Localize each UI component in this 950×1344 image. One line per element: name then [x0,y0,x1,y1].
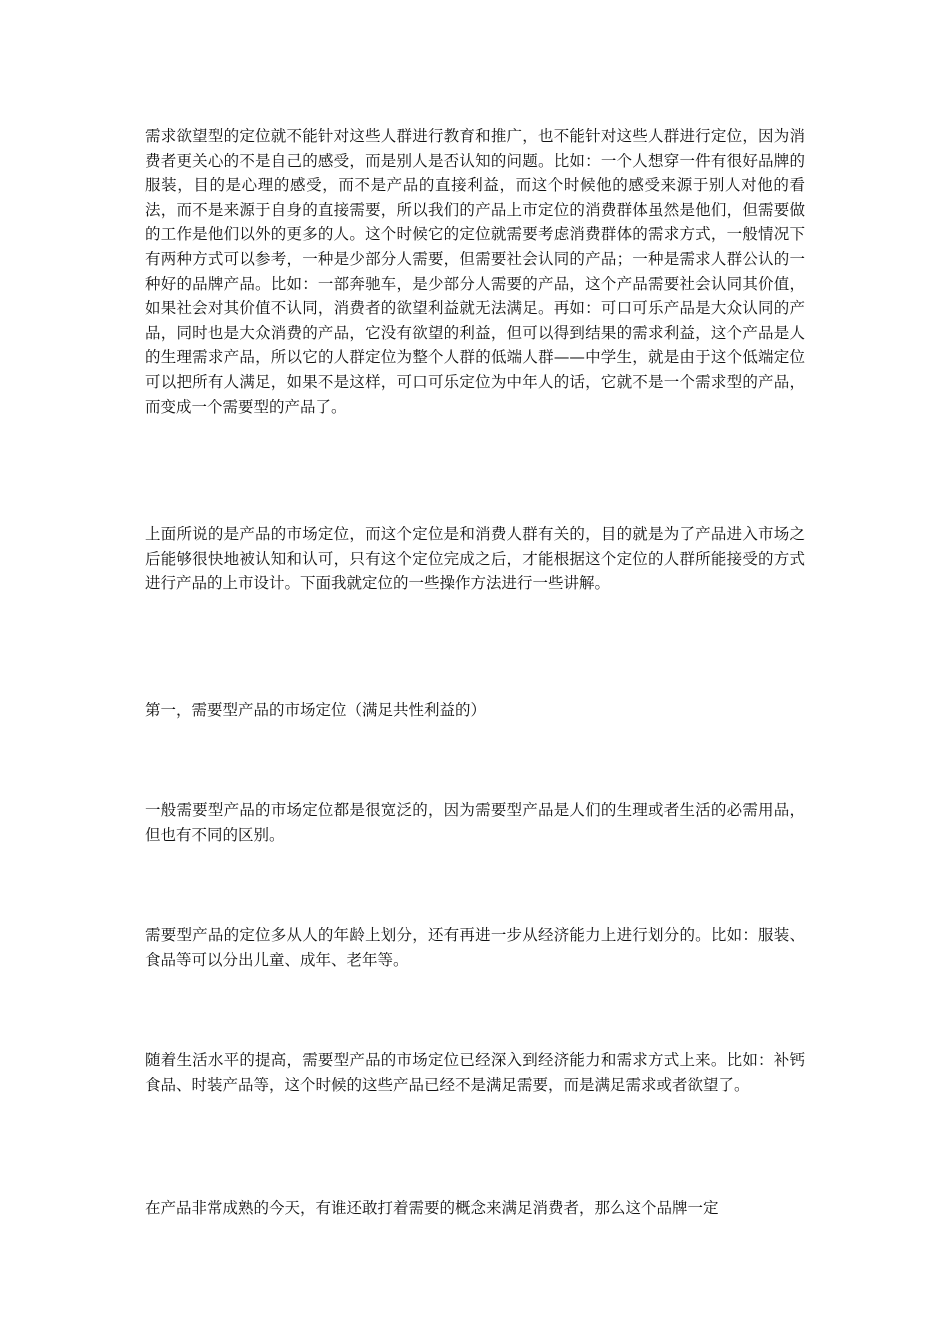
paragraph-mature-products: 在产品非常成熟的今天，有谁还敢打着需要的概念来满足消费者，那么这个品牌一定 [145,1199,719,1217]
paragraph-market-positioning-summary: 上面所说的是产品的市场定位，而这个定位是和消费人群有关的，目的就是为了产品进入市场之后能够很快地被认知和认可，只有这个定位完成之后，才能根据这个定位的人群所能接受的方式进行产品的上市设计。下面我就定位的一些操作方法进行一些讲解。 [145,525,805,593]
paragraph-living-standard: 随着生活水平的提高，需要型产品的市场定位已经深入到经济能力和需求方式上来。比如：补钙食品、时装产品等，这个时候的这些产品已经不是满足需要，而是满足需求或者欲望了。 [145,1051,805,1094]
paragraph-need-type-broad: 一般需要型产品的市场定位都是很宽泛的，因为需要型产品是人们的生理或者生活的必需用品，但也有不同的区别。 [145,801,805,844]
section-heading-first: 第一，需要型产品的市场定位（满足共性利益的） [145,701,487,719]
paragraph-demand-desire-positioning: 需求欲望型的定位就不能针对这些人群进行教育和推广，也不能针对这些人群进行定位，因为消费者更关心的不是自己的感受，而是别人是否认知的问题。比如：一个人想穿一件有很好品牌的服装，目的是心理的感受，而不是产品的直接利益，而这个时候他的感受来源于别人对他的看法，而不是来源于自身的直接需要，所以我们的产品上市定位的消费群体虽然是他们，但需要做的工作是他们以外的更多的人。这个时候它的定位就需要考虑消费群体的需求方式，一般情况下有两种方式可以参考，一种是少部分人需要，但需要社会认同的产品；一种是需求人群公认的一种好的品牌产品。比如：一部奔驰车，是少部分人需要的产品，这个产品需要社会认同其价值，如果社会对其价值不认同，消费者的欲望利益就无法满足。再如：可口可乐产品是大众认同的产品，同时也是大众消费的产品，它没有欲望的利益，但可以得到结果的需求利益，这个产品是人的生理需求产品，所以它的人群定位为整个人群的低端人群——中学生，就是由于这个低端定位可以把所有人满足，如果不是这样，可口可乐定位为中年人的话，它就不是一个需求型的产品，而变成一个需要型的产品了。 [145,127,805,416]
paragraph-need-type-age: 需要型产品的定位多从人的年龄上划分，还有再进一步从经济能力上进行划分的。比如：服装、食品等可以分出儿童、成年、老年等。 [145,926,805,969]
